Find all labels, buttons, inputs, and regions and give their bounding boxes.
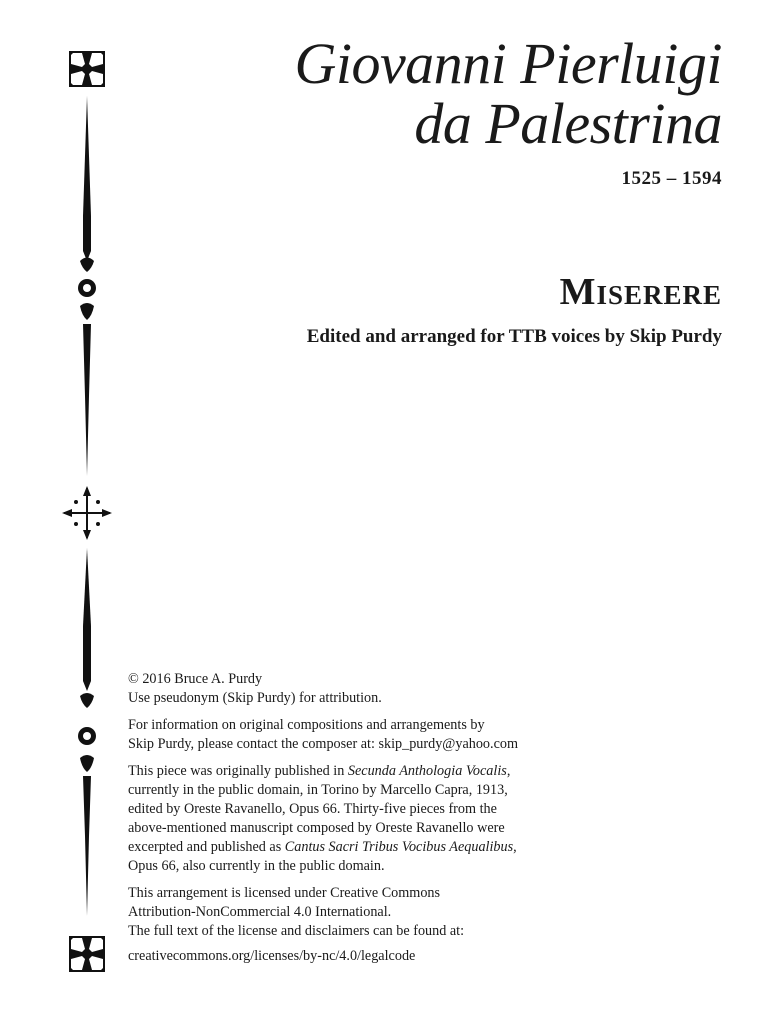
copyright-line: © 2016 Bruce A. Purdy	[128, 671, 263, 687]
copyright-paragraph	[128, 670, 558, 708]
source-paragraph	[128, 762, 558, 876]
source-line-4: above-mentioned manuscript composed by Oreste Ravanello were	[128, 820, 505, 836]
source-punct: ,	[513, 839, 517, 855]
license-line-3: The full text of the license and disclaimers can be found at:	[128, 923, 465, 939]
contact-line-1: For information on original compositions and arrangements by	[128, 717, 485, 733]
upper-spike-2-icon	[83, 324, 91, 476]
upper-spike-icon	[83, 96, 91, 261]
lower-spike-icon	[83, 548, 91, 691]
bottom-cross-icon	[69, 936, 105, 972]
license-url-link[interactable]: creativecommons.org/licenses/by-nc/4.0/legalcode	[128, 948, 416, 964]
composer-name	[294, 31, 722, 156]
anthology-title: Secunda Anthologia Vocalis	[347, 763, 507, 779]
center-cross-icon	[62, 486, 112, 540]
source-line-2: currently in the public domain, in Torino by Marcello Capra, 1913,	[128, 782, 508, 798]
copyright-notes	[128, 670, 558, 974]
source-text: This piece was originally published in	[128, 763, 348, 779]
work-title: Miserere	[559, 271, 722, 313]
license-line-1: This arrangement is licensed under Creative Commons	[128, 885, 441, 901]
upper-fleuron-icon	[78, 258, 96, 321]
license-paragraph	[128, 884, 558, 966]
vertical-ornament	[56, 36, 118, 986]
attribution-line: Use pseudonym (Skip Purdy) for attribution.	[128, 690, 382, 706]
composer-line-2: da Palestrina	[414, 91, 722, 156]
lower-spike-2-icon	[83, 776, 91, 916]
contact-paragraph	[128, 716, 558, 754]
composer-dates: 1525 – 1594	[621, 168, 722, 189]
work-subtitle: Edited and arranged for TTB voices by Skip Purdy	[306, 326, 722, 347]
source-line-6: Opus 66, also currently in the public domain.	[128, 858, 385, 874]
source-line-1	[128, 762, 558, 781]
lower-fleuron-icon	[78, 693, 96, 772]
composer-line-1: Giovanni Pierluigi	[294, 31, 722, 96]
source-line-5	[128, 838, 558, 857]
license-line-2: Attribution-NonCommercial 4.0 International.	[128, 904, 392, 920]
source-line-3: edited by Oreste Ravanello, Opus 66. Thirty-five pieces from the	[128, 801, 497, 817]
source-text: excerpted and published as	[128, 839, 285, 855]
top-cross-icon	[69, 51, 105, 87]
contact-line-2: Skip Purdy, please contact the composer at: skip_purdy@yahoo.com	[128, 736, 519, 752]
source-punct: ,	[506, 763, 511, 779]
cantus-title: Cantus Sacri Tribus Vocibus Aequalibus	[284, 839, 514, 855]
